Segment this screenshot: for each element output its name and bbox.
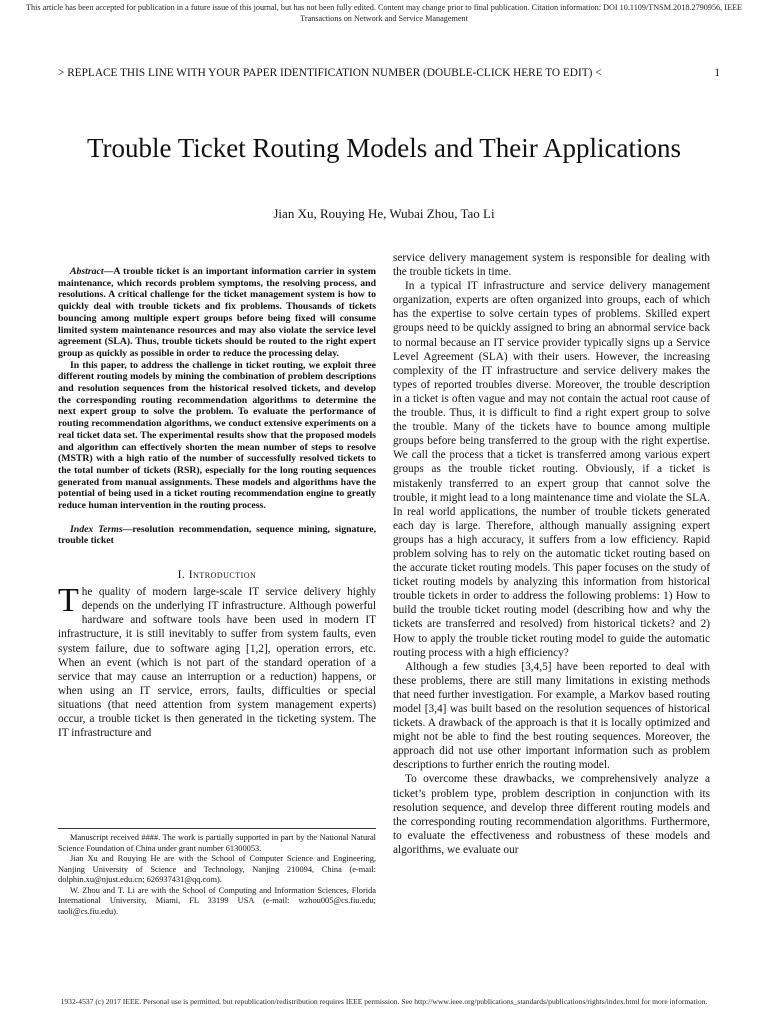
index-terms-label: Index Terms — [70, 523, 123, 535]
intro-paragraph-1 — [58, 582, 376, 740]
paper-title: Trouble Ticket Routing Models and Their Applications — [86, 133, 681, 164]
abstract-paragraph-2: In this paper, to address the challenge in ticket routing, we exploit three different routing models by mining the combination of problem descriptions and resolution sequences from the historical resolved tickets, and develop the corresponding routing recommendation algorithms to determine the next expert group to solve the problem. To evaluate the performance of routing recommendation algorithms, we conduct extensive experiments on a real ticket data set. The experimental results show that the proposed models and algorithm can effectively shorten the mean number of steps to resolve (MSTR) with a high ratio of the number of successfully resolved tickets to the total number of tickets (RSR), especially for the long routing sequences generated from manual assignments. These models and algorithms have the potential of being used in a ticket routing recommendation engine to greatly reduce human intervention in the routing process. — [58, 359, 376, 512]
right-paragraph-3: To overcome these drawbacks, we comprehensively analyze a ticket’s problem type, problem description in conjunction with its resolution sequence, and develop three different routing models and the corresponding routing recommendation algorithms. Furthermore, to evaluate the effectiveness and robustness of these models and algorithms, we evaluate our — [393, 773, 710, 856]
copyright-footer: 1932-4537 (c) 2017 IEEE. Personal use is permitted, but republication/redistribution requires IEEE permission. See http://www.ieee.org/publications_standards/publications/rights/index.html for more information. — [60, 997, 708, 1006]
section-title: Introduction — [188, 569, 257, 582]
section-heading-introduction — [58, 569, 376, 581]
index-terms-text: —resolution recommendation, sequence mining, signature, trouble ticket — [58, 523, 377, 547]
footnote-affiliation-2: W. Zhou and T. Li are with the School of Computing and Information Sciences, Florida International University, Miami, FL 33199 USA (e-mail: wzhou005@cs.fiu.edu; taoli@cs.fiu.edu). — [58, 885, 376, 916]
section-numeral: I. — [177, 569, 186, 582]
abstract — [58, 266, 376, 512]
right-paragraph-0: service delivery management system is responsible for dealing with the trouble tickets in time. — [393, 252, 710, 279]
introduction-body — [58, 582, 376, 740]
author-list: Jian Xu, Rouying He, Wubai Zhou, Tao Li — [273, 206, 495, 221]
index-terms-paragraph — [58, 524, 376, 547]
abstract-label: Abstract — [70, 266, 104, 277]
header-text: > REPLACE THIS LINE WITH YOUR PAPER IDENTIFICATION NUMBER (DOUBLE-CLICK HERE TO EDIT) < — [58, 67, 602, 79]
index-terms — [58, 524, 376, 547]
footnote-manuscript: Manuscript received ####. The work is partially supported in part by the National Natural Science Foundation of China under grant number 61300053. — [58, 833, 376, 853]
right-paragraph-2: Although a few studies [3,4,5] have been reported to deal with these problems, there are still many limitations in existing methods that need further investigation. For example, a Markov based routing model [3,4] was built based on the resolution sequences of historical tickets. A drawback of the approach is that it is locally optimized and might not be able to find the best routing sequences. Moreover, the approach did not use other important information such as problem descriptions to further enrich the routing model. — [393, 660, 710, 772]
drop-cap: T — [58, 582, 79, 620]
abstract-text-1: —A trouble ticket is an important information carrier in system maintenance, which records problem symptoms, the resolving process, and resolutions. A critical challenge for the ticket management system is how to quickly deal with trouble tickets and fix problems. Thousands of tickets bouncing among multiple expert groups before being fixed will consume limited system maintenance resources and may also violate the service level agreement (SLA). Thus, trouble tickets should be routed to the right expert group as quickly as possible in order to reduce the processing delay. — [58, 266, 376, 359]
notice-line-2: Transactions on Network and Service Management — [300, 13, 468, 23]
intro-paragraph-1-text: he quality of modern large-scale IT service delivery highly depends on the underlying IT infrastructure. Although powerful hardware and software tools have been used in modern IT infrastructure, it is still inevitably to suffer from system faults, even system failure, due to software aging [1,2], operation errors, etc. When an event (which is not part of the standard operation of a service that may cause an interruption or a reduction) happens, or when using an IT service, errors, faults, difficulties or special situations (that need attention from system management experts) occur, a trouble ticket is then generated in the ticketing system. The IT infrastructure and — [58, 586, 376, 740]
left-column — [58, 266, 376, 740]
page-number: 1 — [714, 67, 720, 79]
footnote-affiliation-1: Jian Xu and Rouying He are with the School of Computer Science and Engineering, Nanjing University of Science and Technology, Nanjing 210094, China (e-mail: dolphin.xu@njust.edu.cn; 626937431@qq.com). — [58, 854, 376, 884]
right-paragraph-1: In a typical IT infrastructure and service delivery management organization, experts are often organized into groups, each of which has the expertise to solve certain types of problems. Skilled expert groups need to be quickly assigned to bring an abnormal service back to normal because an IT service provider typically signs up a Service Level Agreement (SLA) with their users. However, the increasing complexity of the IT infrastructure and service delivery makes the types of reported troubles diverse. Moreover, the trouble description in a ticket is often vague and may not contain the actual root cause of the trouble. Thus, it is difficult to find a right expert group to solve the trouble. Many of the tickets have to bounce among multiple groups before being transferred to the group with the right expertise. We call the process that a ticket is transferred among various expert groups as the trouble ticket routing. Obviously, if a ticket is mistakenly transferred to an expert group that cannot solve the trouble, it might lead to a long maintenance time and violate the SLA. In real world applications, the number of trouble tickets generated each day is large. Therefore, although manually assigning expert groups has a high accuracy, it suffers from a low efficiency. Rapid problem solving has to rely on the automatic ticket routing based on the accurate ticket routing models. This paper focuses on the study of ticket routing models by analyzing this information from historical trouble tickets in order to address the following problems: 1) How to build the trouble ticket routing model (describing how and why the tickets are transferred and resolved) from historical tickets? and 2) How to apply the trouble ticket routing model to guide the automatic routing process with a high efficiency? — [393, 280, 710, 659]
right-column — [393, 251, 710, 857]
author-footnote — [58, 828, 376, 917]
abstract-paragraph-1 — [58, 266, 376, 360]
publication-notice — [20, 3, 748, 24]
notice-line-1: This article has been accepted for publication in a future issue of this journal, but has not been fully edited. Content may change prior to final publication. Citation information: DOI 10.1109/TNSM.2018.2790956, IEEE — [26, 3, 742, 12]
